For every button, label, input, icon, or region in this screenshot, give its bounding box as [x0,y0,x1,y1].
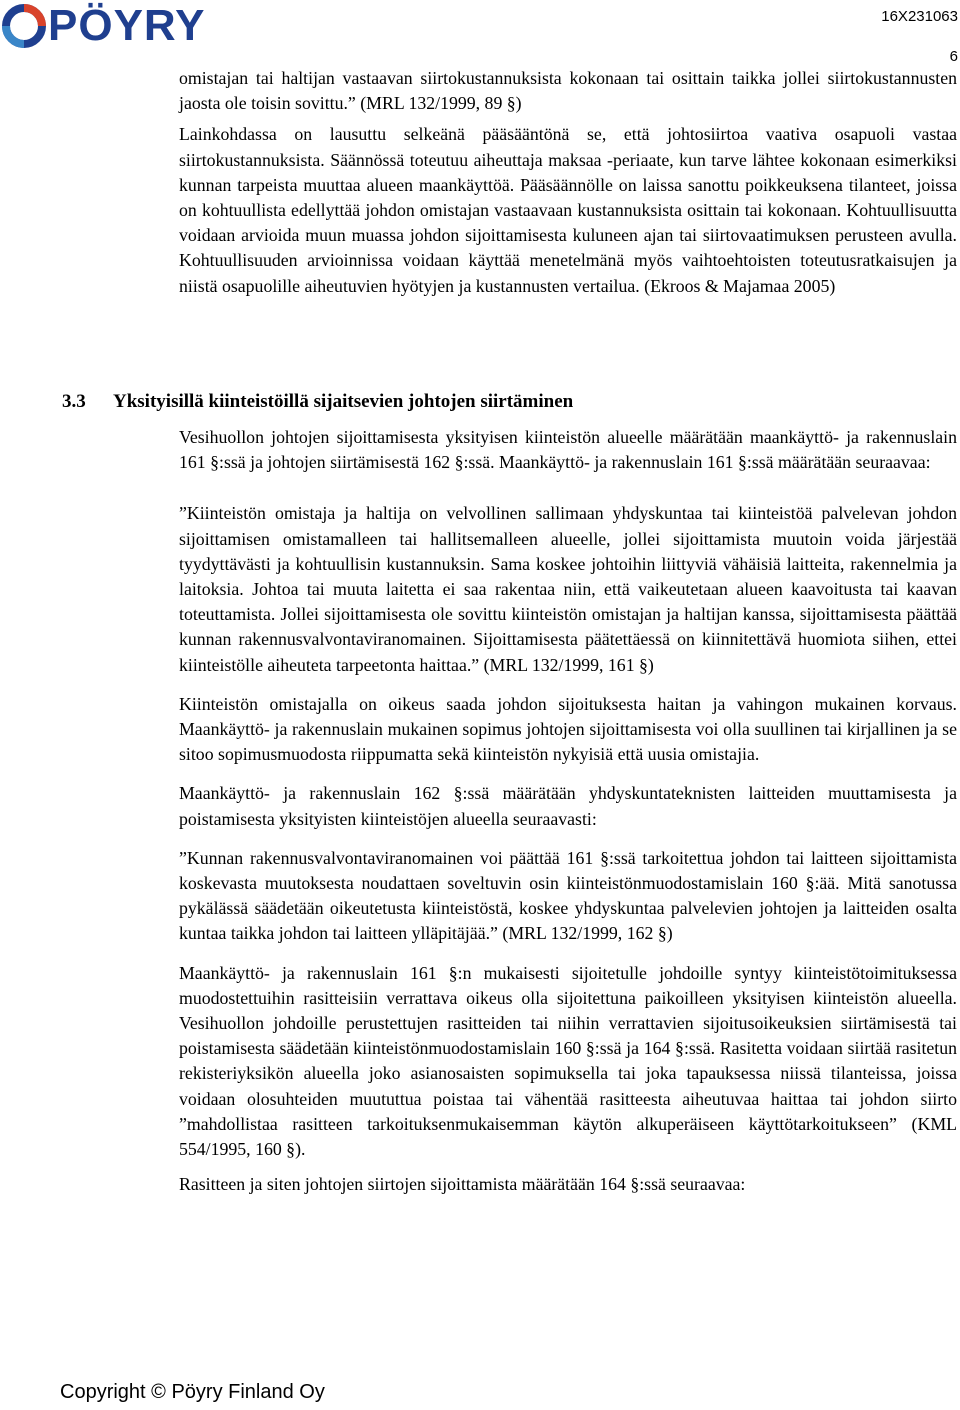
law-quote: ”Kunnan rakennusvalvontaviranomainen voi päättää 161 §:ssä tarkoitettua johdon tai laitteen sijoittamista koskevasta muutoksesta noudattaen soveltuvin osin kiinteistönmuodostamislain 160 §:ää. Mitä sanotussa pykälässä säädetään oikeutetusta kiinteistöstä, koskee yhdyskuntaa palvelevien johtojen ja laitteiden osalta kuntaa taikka johdon tai laitteen ylläpitäjää.” (MRL 132/1999, 162 §) [179,847,957,944]
page-number: 6 [949,48,958,65]
document-code: 16X231063 [881,8,958,25]
body-paragraph: omistajan tai haltijan vastaavan siirtokustannuksista kokonaan tai osittain taikka jollei siirtokustannusten jaosta ole toisin sovittu.” (MRL 132/1999, 89 §) [179,68,957,114]
body-paragraph: Vesihuollon johtojen sijoittamisesta yksityisen kiinteistön alueelle määrätään maankäyttö- ja rakennuslain 161 §:ssä ja johtojen siirtämisestä 162 §:ssä. Maankäyttö- ja rakennuslain 161 §:ssä määrätään seuraavaa: [179,427,957,473]
company-logo [2,1,206,50]
copyright-footer: Copyright © Pöyry Finland Oy [60,1381,325,1403]
poyry-logo-mark-icon [2,4,46,48]
section-title: Yksityisillä kiinteistöillä sijaitsevien johtojen siirtäminen [113,391,574,412]
body-paragraph: Maankäyttö- ja rakennuslain 161 §:n mukaisesti sijoitetulle johdoille syntyy kiinteistötoimituksessa muodostettuihin rasitteisiin verrattava oikeus olla sijoitettuna paikoilleen yksityisen kiinteistön alueella. Vesihuollon johdoille perustettujen rasitteiden tai niihin verrattavien sijoitusoikeuksien siirtämisestä tai poistamisesta säädetään kiinteistönmuodostamislain 160 §:ssä ja 164 §:ssä. Rasitetta voidaan siirtää rasitetun rekisteriyksikön alueella joko asianosaisten sopimuksella tai joka tapauksessa niissä tilanteissa, joissa voidaan olosuhteiden muututtua poistaa tai vähentää rasitteesta aiheutuvaa haittaa tai johdon siirto ”mahdollistaa rasitteen tarkoituksenmukaisemman käytön alkuperäiseen käyttötarkoitukseen” (KML 554/1995, 160 §). [179,962,957,1160]
intro-text [179,66,957,313]
section-number: 3.3 [62,391,86,412]
section-heading [62,389,952,415]
logo-wordmark: PÖYRY [48,1,206,50]
body-paragraph: Rasitteen ja siten johtojen siirtojen sijoittamista määrätään 164 §:ssä seuraavaa: [179,1174,746,1195]
page-header [0,0,960,65]
body-paragraph: Kiinteistön omistajalla on oikeus saada johdon sijoituksesta haitan ja vahingon mukainen korvaus. Maankäyttö- ja rakennuslain mukainen sopimus johtojen sijoittamisesta voi olla suullinen tai kirjallinen ja se sitoo sopimusmuodosta riippumatta sekä kiinteistön nykyisiä että uusia omistajia. [179,693,957,765]
body-paragraph: Maankäyttö- ja rakennuslain 162 §:ssä määrätään yhdyskuntateknisten laitteiden muuttamisesta ja poistamisesta yksityisten kiinteistöjen alueella seuraavasti: [179,783,957,829]
body-paragraph: Lainkohdassa on lausuttu selkeänä pääsääntönä se, että johtosiirtoa vaativa osapuoli vastaa siirtokustannuksista. Säännössä toteutuu aiheuttaja maksaa -periaate, kun tarve lähtee kokonaan esimerkiksi kunnan tarpeista muuttaa alueen maankäyttöä. Pääsäännölle on laissa sanottu poikkeuksena tilanteet, joissa on kohtuullista edellyttää johdon omistajan vastaavaan kustannuksista osittain tai kokonaan. Kohtuullisuutta voidaan arvioida muun muassa johdon sijoittamisesta kuluneen ajan tai siirtovaatimuksen perusteen avulla. Kohtuullisuuden arvioinnissa voidaan käyttää menetelmänä myös vaihtoehtoisten toteutusratkaisujen ja niistä osapuolille aiheutuvien hyötyjen ja kustannusten vertailua. (Ekroos & Majamaa 2005) [179,124,957,296]
section-body [179,425,957,1211]
law-quote: ”Kiinteistön omistaja ja haltija on velvollinen sallimaan yhdyskuntaa tai kiinteistöä palvelevan johdon sijoittamisen omistamalleen tai hallitsemalleen alueelle, jollei sijoittamista muutoin voida järjestää tyydyttävästi ja kohtuullisin kustannuksin. Sama koskee johtoihin liittyviä vähäisiä laitteita, rakennelmia ja laitoksia. Johtoa tai muuta laitetta ei saa rakentaa niin, että vaikeutetaan alueen kaavoitusta tai kaavan toteuttamista. Jollei sijoittamisesta ole sovittu kiinteistön omistajan ja haltijan kanssa, sijoittamisesta päättää kunnan rakennusvalvontaviranomainen. Sijoittamisesta päätettäessä on kiinnitettävä huomiota siihen, ettei kiinteistölle aiheuteta tarpeetonta haittaa.” (MRL 132/1999, 161 §) [179,503,957,675]
